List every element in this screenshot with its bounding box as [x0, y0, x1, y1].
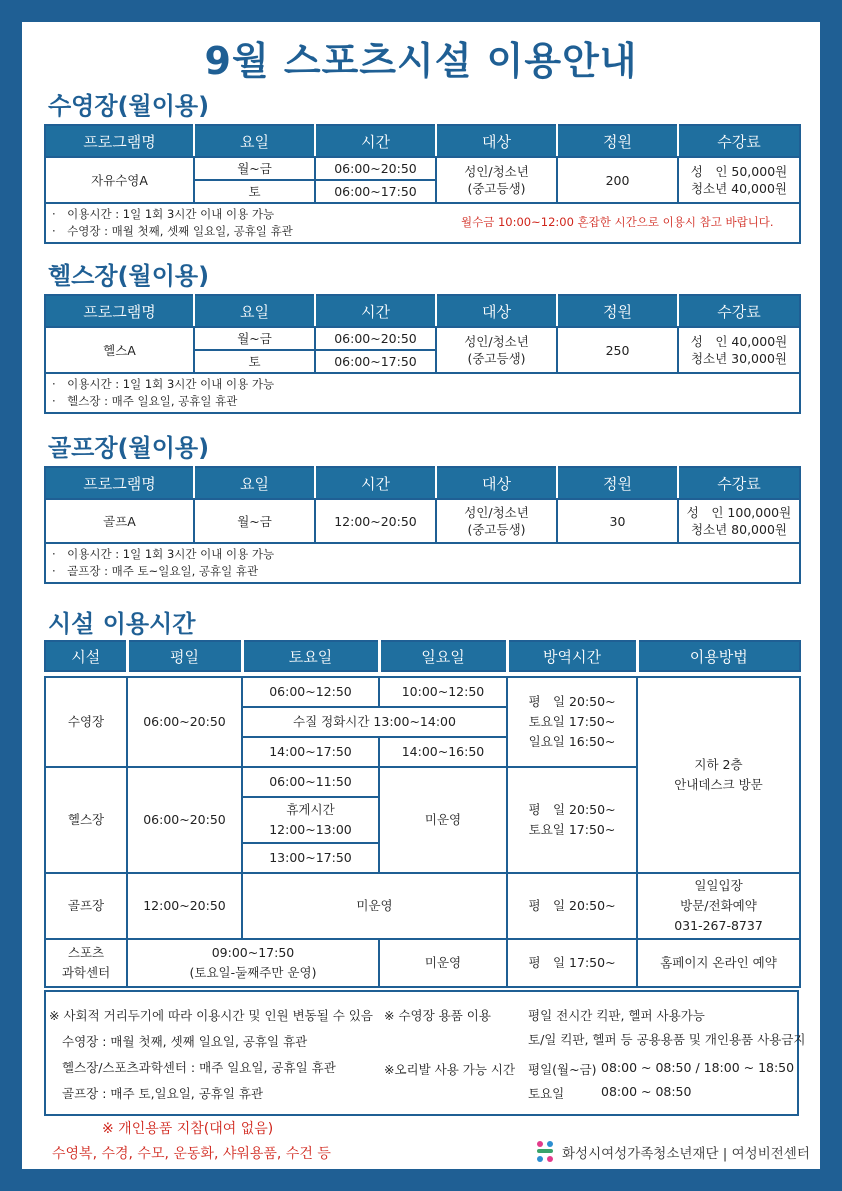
col-fee: 수강료: [678, 125, 800, 157]
col-weekday: 평일: [127, 641, 242, 671]
orival-weekday-time: 08:00 ~ 08:50 / 18:00 ~ 18:50: [601, 1060, 795, 1075]
notice-text: 수영장 : 매월 첫째, 셋째 일요일, 공휴일 휴관: [62, 1034, 308, 1049]
note-line: · 이용시간 : 1일 1회 3시간 이내 이용 가능: [52, 207, 275, 221]
golf-table: [44, 466, 801, 584]
swim-table: [44, 124, 801, 244]
sunday-hours: 10:00~12:50: [379, 677, 507, 707]
disinfect-time: 평 일 17:50~: [507, 939, 637, 987]
saturday-hours: 06:00~12:50: [242, 677, 379, 707]
facility-name: 골프장: [45, 873, 127, 939]
col-day: 요일: [194, 467, 315, 499]
gym-table: [44, 294, 801, 414]
foundation-logo-icon: [534, 1139, 556, 1165]
weekday-hours: 06:00~20:50: [127, 767, 242, 873]
gym-section-title: 헬스장(월이용): [48, 262, 210, 290]
day-cell: 월~금: [194, 157, 315, 180]
col-time: 시간: [315, 467, 436, 499]
program-name: 헬스A: [45, 327, 194, 373]
col-disinfect: 방역시간: [507, 641, 637, 671]
disinfect-time: 평 일 20:50~: [507, 873, 637, 939]
orival-saturday-time: 08:00 ~ 08:50: [601, 1084, 692, 1099]
col-capacity: 정원: [557, 125, 678, 157]
break-time: 휴게시간 12:00~13:00: [242, 797, 379, 843]
fee-cell: 성 인 100,000원 청소년 80,000원: [678, 499, 800, 543]
col-saturday: 토요일: [242, 641, 379, 671]
facility-name: 스포츠 과학센터: [45, 939, 127, 987]
col-fee: 수강료: [678, 467, 800, 499]
fee-cell: 성 인 50,000원 청소년 40,000원: [678, 157, 800, 203]
sunday-hours: 미운영: [379, 939, 507, 987]
col-time: 시간: [315, 125, 436, 157]
col-sunday: 일요일: [379, 641, 507, 671]
col-target: 대상: [436, 125, 557, 157]
col-target: 대상: [436, 295, 557, 327]
notice-text: 골프장 : 매주 토,일요일, 공휴일 휴관: [62, 1086, 264, 1101]
program-name: 골프A: [45, 499, 194, 543]
time-cell: 06:00~17:50: [315, 180, 436, 203]
capacity-cell: 200: [557, 157, 678, 203]
time-cell: 12:00~20:50: [315, 499, 436, 543]
weekday-hours: 12:00~20:50: [127, 873, 242, 939]
facility-name: 헬스장: [45, 767, 127, 873]
col-program: 프로그램명: [45, 125, 194, 157]
target-cell: 성인/청소년 (중고등생): [436, 157, 557, 203]
congestion-note: 월수금 10:00~12:00 혼잡한 시간으로 이용시 참고 바랍니다.: [461, 215, 774, 229]
col-program: 프로그램명: [45, 295, 194, 327]
organization-name: 화성시여성가족청소년재단 | 여성비전센터: [562, 1146, 810, 1162]
notice-page: [22, 22, 820, 1169]
col-target: 대상: [436, 467, 557, 499]
day-cell: 토: [194, 180, 315, 203]
note-line: · 수영장 : 매월 첫째, 셋째 일요일, 공휴일 휴관: [52, 224, 293, 238]
time-cell: 06:00~20:50: [315, 157, 436, 180]
capacity-cell: 30: [557, 499, 678, 543]
note-line: · 이용시간 : 1일 1회 3시간 이내 이용 가능: [52, 547, 275, 561]
personal-items-list: 수영복, 수경, 수모, 운동화, 샤워용품, 수건 등: [52, 1146, 331, 1162]
sunday-hours: 미운영: [379, 767, 507, 873]
orival-label: ※오리발 사용 가능 시간: [384, 1062, 516, 1077]
note-line: · 이용시간 : 1일 1회 3시간 이내 이용 가능: [52, 377, 275, 391]
golf-section-title: 골프장(월이용): [48, 434, 210, 462]
target-cell: 성인/청소년 (중고등생): [436, 327, 557, 373]
gym-notes: [45, 373, 800, 413]
facility-name: 수영장: [45, 677, 127, 767]
disinfect-time: 평 일 20:50~ 토요일 17:50~ 일요일 16:50~: [507, 677, 637, 767]
orival-saturday-label: 토요일: [528, 1086, 565, 1101]
swim-notes: [45, 203, 800, 243]
weekday-saturday-hours: 09:00~17:50 (토요일-둘째주만 운영): [127, 939, 379, 987]
saturday-hours: 06:00~11:50: [242, 767, 379, 797]
usage-method: 일일입장 방문/전화예약 031-267-8737: [637, 873, 800, 939]
col-fee: 수강료: [678, 295, 800, 327]
col-program: 프로그램명: [45, 467, 194, 499]
notes-box: [44, 990, 806, 1116]
day-cell: 토: [194, 350, 315, 373]
swim-goods-text: 토/일 킥판, 헬퍼 등 공용용품 및 개인용품 사용금지: [528, 1032, 806, 1047]
weekend-hours: 미운영: [242, 873, 507, 939]
usage-method: 홈페이지 온라인 예약: [637, 939, 800, 987]
page-title: 9월 스포츠시설 이용안내: [204, 39, 638, 83]
usage-method: 지하 2층 안내데스크 방문: [637, 677, 800, 873]
swim-section-title: 수영장(월이용): [48, 92, 210, 120]
sunday-hours: 14:00~16:50: [379, 737, 507, 767]
weekday-hours: 06:00~20:50: [127, 677, 242, 767]
note-line: · 헬스장 : 매주 일요일, 공휴일 휴관: [52, 394, 238, 408]
saturday-hours: 14:00~17:50: [242, 737, 379, 767]
personal-items-notice: ※ 개인용품 지참(대여 없음): [102, 1121, 274, 1137]
fee-cell: 성 인 40,000원 청소년 30,000원: [678, 327, 800, 373]
col-day: 요일: [194, 125, 315, 157]
swim-goods-text: 평일 전시간 킥판, 헬퍼 사용가능: [528, 1008, 705, 1023]
time-cell: 06:00~20:50: [315, 327, 436, 350]
col-day: 요일: [194, 295, 315, 327]
facility-section-title: 시설 이용시간: [48, 610, 196, 638]
orival-weekday-label: 평일(월~금): [528, 1062, 597, 1077]
day-cell: 월~금: [194, 499, 315, 543]
day-cell: 월~금: [194, 327, 315, 350]
disinfect-time: 평 일 20:50~ 토요일 17:50~: [507, 767, 637, 873]
capacity-cell: 250: [557, 327, 678, 373]
saturday-hours: 13:00~17:50: [242, 843, 379, 873]
notice-text: ※ 사회적 거리두기에 따라 이용시간 및 인원 변동될 수 있음: [49, 1008, 373, 1023]
facility-hours-table: [44, 640, 801, 988]
golf-notes: [45, 543, 800, 583]
program-name: 자유수영A: [45, 157, 194, 203]
col-time: 시간: [315, 295, 436, 327]
col-facility: 시설: [45, 641, 127, 671]
note-line: · 골프장 : 매주 토~일요일, 공휴일 휴관: [52, 564, 259, 578]
notice-text: 헬스장/스포츠과학센터 : 매주 일요일, 공휴일 휴관: [62, 1060, 336, 1075]
target-cell: 성인/청소년 (중고등생): [436, 499, 557, 543]
col-capacity: 정원: [557, 295, 678, 327]
swim-goods-label: ※ 수영장 용품 이용: [384, 1008, 491, 1023]
col-capacity: 정원: [557, 467, 678, 499]
time-cell: 06:00~17:50: [315, 350, 436, 373]
water-cleaning-time: 수질 정화시간 13:00~14:00: [242, 707, 507, 737]
col-method: 이용방법: [637, 641, 800, 671]
